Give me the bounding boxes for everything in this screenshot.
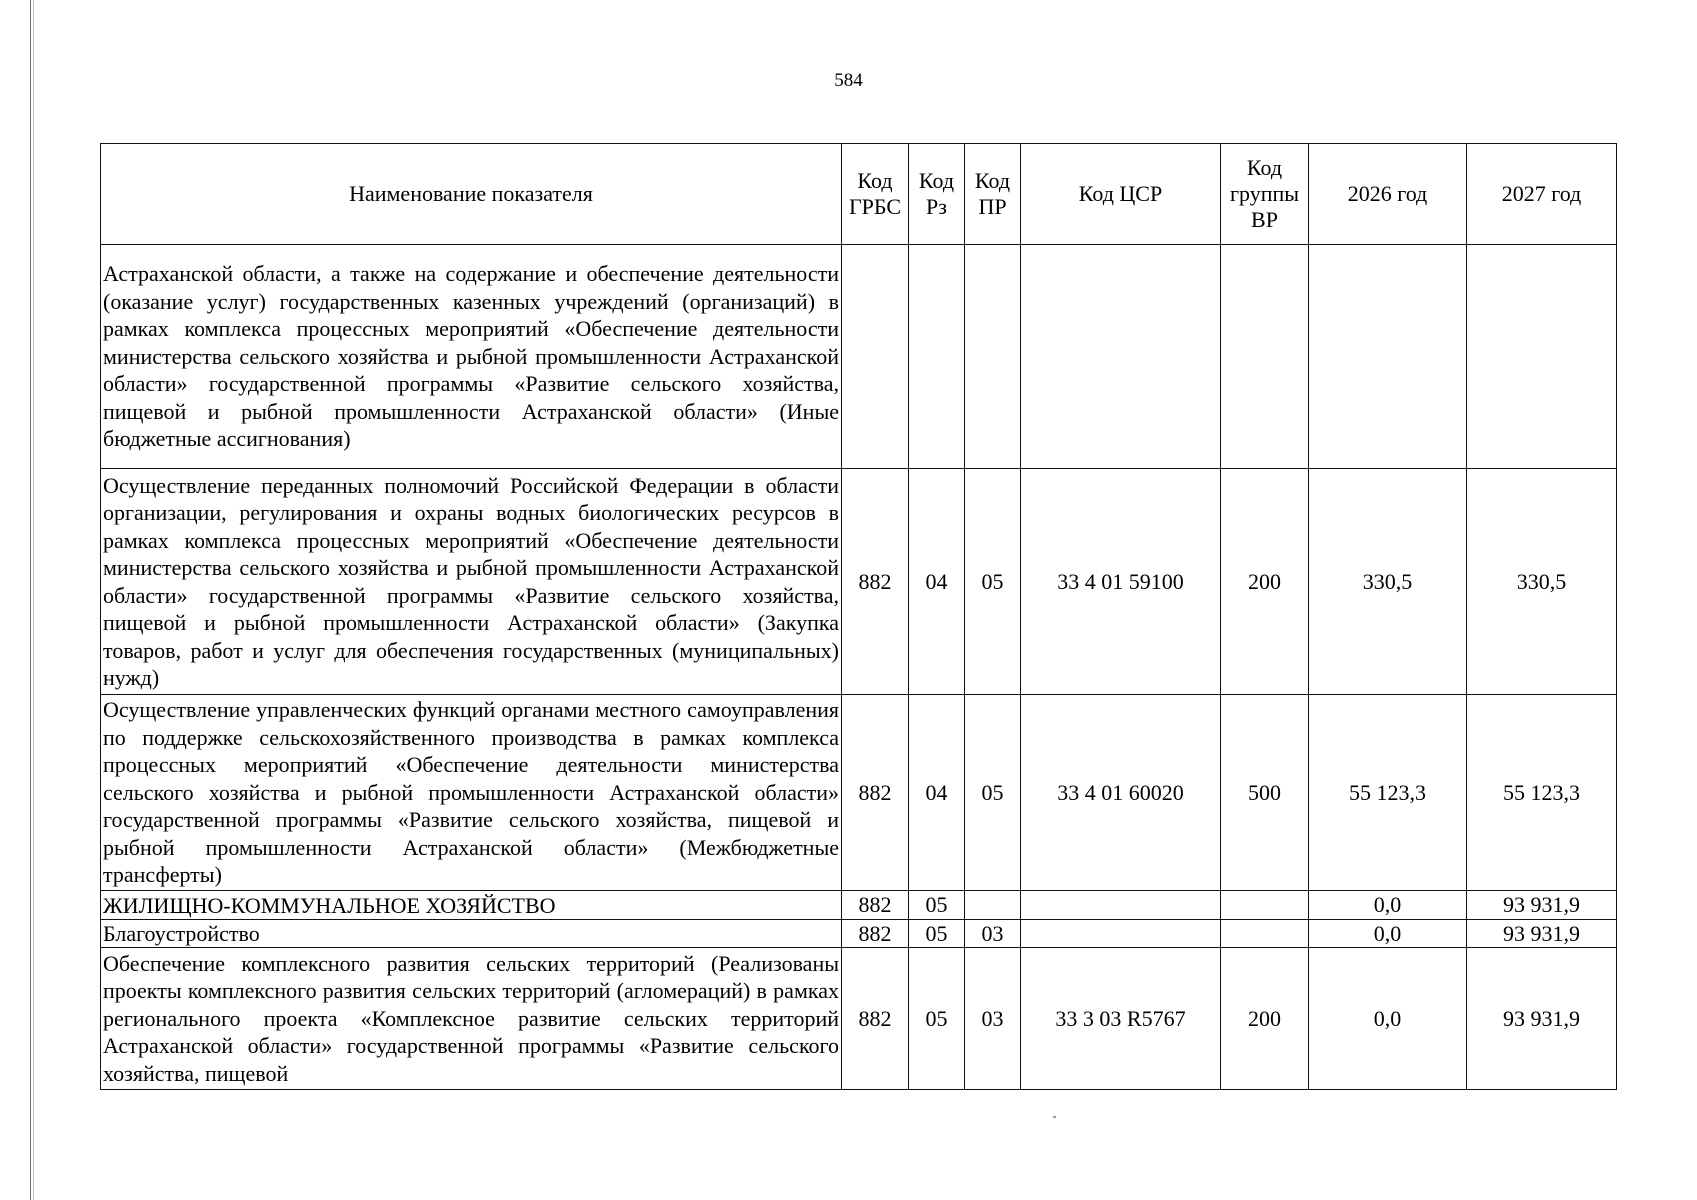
row-pr: 05: [965, 695, 1021, 891]
row-2026: [1309, 245, 1467, 469]
row-csr: [1021, 245, 1221, 469]
binding-edge-line: [30, 0, 31, 1200]
row-pr: 03: [965, 948, 1021, 1090]
table-row: [101, 695, 1617, 891]
row-2027: 330,5: [1467, 469, 1617, 695]
row-vr: [1221, 919, 1309, 948]
header-2026: 2026 год: [1309, 144, 1467, 245]
row-grbs: 882: [842, 695, 909, 891]
row-name: Осуществление управленческих функций органами местного самоуправления по поддержке сельскохозяйственного производства в рамках комплекса процессных мероприятий «Обеспечение деятельности министерства сельского хозяйства и рыбной промышленности Астраханской области» государственной программы «Развитие сельского хозяйства, пищевой и рыбной промышленности Астраханской области» (Межбюджетные трансферты): [101, 695, 842, 891]
header-2027: 2027 год: [1467, 144, 1617, 245]
row-name: Благоустройство: [101, 919, 842, 948]
table-row: [101, 245, 1617, 469]
row-2027: 93 931,9: [1467, 919, 1617, 948]
header-grbs: Код ГРБС: [842, 144, 909, 245]
header-name: Наименование показателя: [101, 144, 842, 245]
row-name: Астраханской области, а также на содержание и обеспечение деятельности (оказание услуг) государственных казенных учреждений (организаций) в рамках комплекса процессных мероприятий «Обеспечение деятельности министерства сельского хозяйства и рыбной промышленности Астраханской области» государственной программы «Развитие сельского хозяйства, пищевой и рыбной промышленности Астраханской области» (Иные бюджетные ассигнования): [101, 245, 842, 469]
row-grbs: 882: [842, 469, 909, 695]
row-rz: 05: [909, 948, 965, 1090]
row-name: Осуществление переданных полномочий Российской Федерации в области организации, регулирования и охраны водных биологических ресурсов в рамках комплекса процессных мероприятий «Обеспечение деятельности министерства сельского хозяйства и рыбной промышленности Астраханской области» государственной программы «Развитие сельского хозяйства, пищевой и рыбной промышленности Астраханской области» (Закупка товаров, работ и услуг для обеспечения государственных (муниципальных) нужд): [101, 469, 842, 695]
budget-table: [100, 143, 1617, 1090]
row-2027: 55 123,3: [1467, 695, 1617, 891]
header-pr: Код ПР: [965, 144, 1021, 245]
row-csr: 33 4 01 59100: [1021, 469, 1221, 695]
row-2026: 330,5: [1309, 469, 1467, 695]
table-row: [101, 469, 1617, 695]
row-rz: 04: [909, 695, 965, 891]
row-2027: 93 931,9: [1467, 948, 1617, 1090]
row-2026: 0,0: [1309, 919, 1467, 948]
row-grbs: [842, 245, 909, 469]
row-vr: 500: [1221, 695, 1309, 891]
row-2026: 55 123,3: [1309, 695, 1467, 891]
row-pr: [965, 891, 1021, 920]
row-csr: [1021, 919, 1221, 948]
row-2027: [1467, 245, 1617, 469]
table-row: [101, 948, 1617, 1090]
row-pr: [965, 245, 1021, 469]
row-name: Обеспечение комплексного развития сельских территорий (Реализованы проекты комплексного развития сельских территорий (агломераций) в рамках регионального проекта «Комплексное развитие сельских территорий Астраханской области» государственной программы «Развитие сельского хозяйства, пищевой: [101, 948, 842, 1090]
table-header-row: [101, 144, 1617, 245]
header-vr: Код группы ВР: [1221, 144, 1309, 245]
page-number: 584: [834, 70, 863, 91]
row-2026: 0,0: [1309, 948, 1467, 1090]
scan-speck: [1053, 1116, 1056, 1118]
row-rz: 05: [909, 891, 965, 920]
row-rz: 05: [909, 919, 965, 948]
row-grbs: 882: [842, 948, 909, 1090]
row-rz: 04: [909, 469, 965, 695]
row-2026: 0,0: [1309, 891, 1467, 920]
row-pr: 03: [965, 919, 1021, 948]
row-csr: 33 4 01 60020: [1021, 695, 1221, 891]
binding-edge-line-faint: [33, 0, 34, 1200]
row-2027: 93 931,9: [1467, 891, 1617, 920]
row-name: ЖИЛИЩНО-КОММУНАЛЬНОЕ ХОЗЯЙСТВО: [101, 891, 842, 920]
row-grbs: 882: [842, 919, 909, 948]
row-vr: [1221, 245, 1309, 469]
header-csr: Код ЦСР: [1021, 144, 1221, 245]
row-vr: 200: [1221, 948, 1309, 1090]
row-rz: [909, 245, 965, 469]
row-pr: 05: [965, 469, 1021, 695]
row-csr: [1021, 891, 1221, 920]
row-csr: 33 3 03 R5767: [1021, 948, 1221, 1090]
row-vr: 200: [1221, 469, 1309, 695]
table-row: [101, 891, 1617, 920]
row-vr: [1221, 891, 1309, 920]
row-grbs: 882: [842, 891, 909, 920]
table-row: [101, 919, 1617, 948]
header-rz: Код Рз: [909, 144, 965, 245]
